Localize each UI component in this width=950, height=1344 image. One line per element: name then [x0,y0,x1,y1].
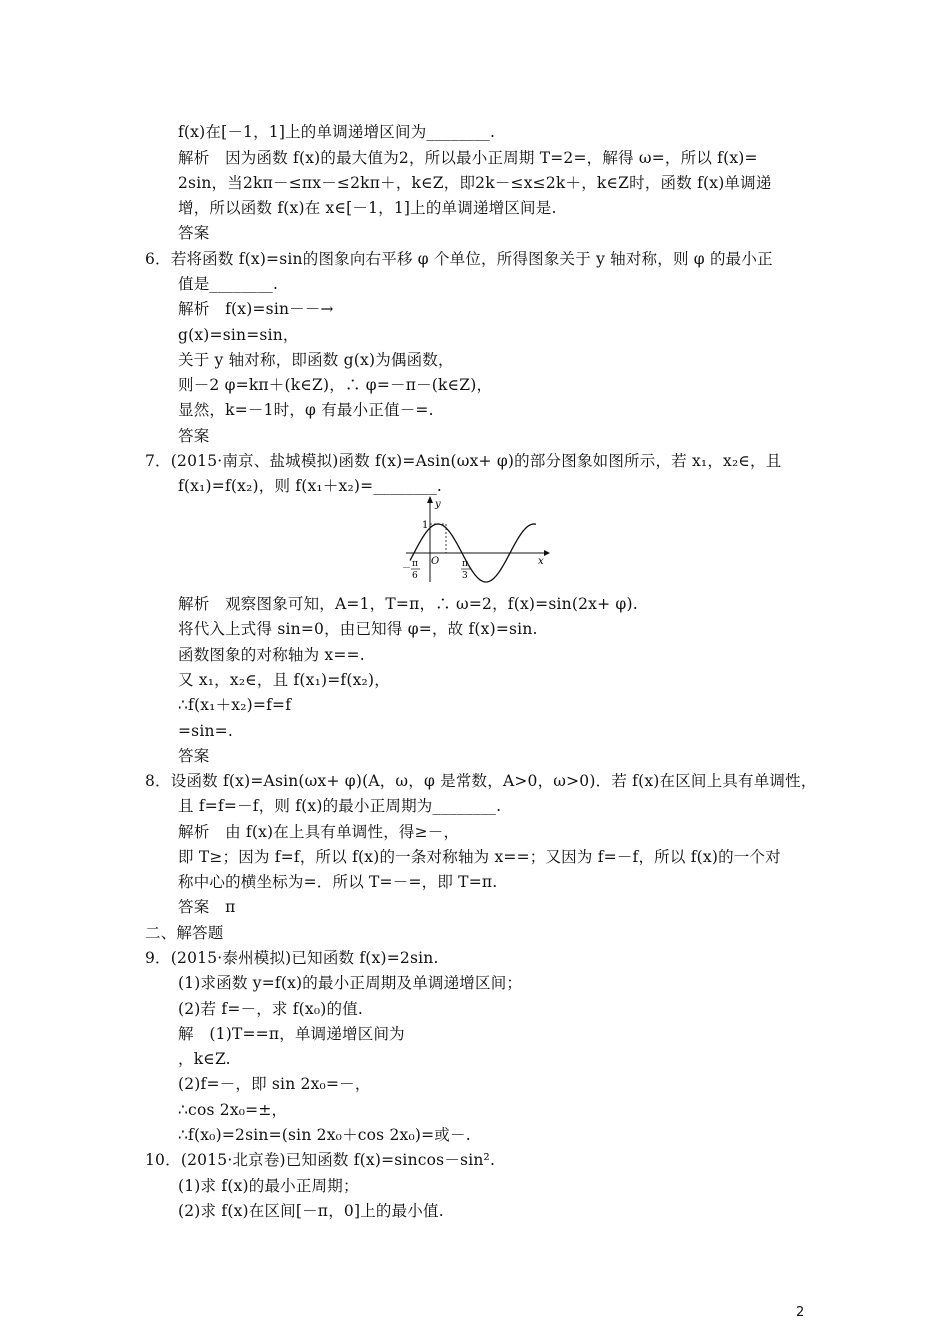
text-line: ，k∈Z. [178,1050,231,1068]
text-line: (2)f=－，即 sin 2x₀=－， [178,1075,371,1093]
text-line: 2sin，当2kπ－≤πx－≤2kπ＋，k∈Z，即2k－≤x≤2k＋，k∈Z时，函数 f(x)单调递 [178,174,772,192]
neg-six-label: 6 [412,571,418,581]
one-label: 1 [422,520,429,531]
text-line: 显然，k=－1时，φ 有最小正值－=. [178,401,434,419]
text-line: g(x)=sin=sin， [178,326,299,344]
text-line: 解析 因为函数 f(x)的最大值为2，所以最小正周期 T=2=，解得 ω=，所以 f(x)= [178,149,758,167]
text-line: 8．设函数 f(x)=Asin(ωx+ φ)(A，ω，φ 是常数，A>0，ω>0)．若 f(x)在区间上具有单调性， [145,772,817,790]
sine-graph-figure [404,496,550,584]
text-line: f(x₁)=f(x₂)，则 f(x₁＋x₂)=________. [178,477,443,495]
text-line: (1)求函数 y=f(x)的最小正周期及单调递增区间； [178,974,523,992]
text-line: 又 x₁，x₂∈，且 f(x₁)=f(x₂)， [178,671,390,689]
text-line: 答案 [178,427,210,445]
text-line: (2)求 f(x)在区间[－π，0]上的最小值. [178,1202,444,1220]
pos-three-label: 3 [462,571,468,581]
text-line: f(x)在[－1，1]上的单调递增区间为________. [178,123,496,141]
x-axis-arrow [544,550,550,556]
text-line: 值是________. [178,275,279,293]
neg-sign-label: － [402,564,412,574]
text-line: 7．(2015·南京、盐城模拟)函数 f(x)=Asin(ωx+ φ)的部分图象如图所示，若 x₁，x₂∈，且 [145,452,782,470]
text-line: =sin=. [178,722,233,740]
text-line: ∴f(x₀)=2sin=(sin 2x₀＋cos 2x₀)=或－. [178,1126,471,1144]
pos-pi-label: π [462,559,468,569]
text-line: 解析 f(x)=sin－－→ [178,300,334,318]
text-line: 6．若将函数 f(x)=sin的图象向右平移 φ 个单位，所得图象关于 y 轴对称，则 φ 的最小正 [145,250,773,268]
text-line: 答案 π [178,898,236,916]
x-axis-label: x [538,556,544,567]
neg-pi-label: π [412,559,418,569]
text-line: 10．(2015·北京卷)已知函数 f(x)=sincos－sin². [145,1151,496,1169]
text-line: 称中心的横坐标为=．所以 T=－=，即 T=π. [178,873,498,891]
y-axis-arrow [427,496,433,503]
text-line: 答案 [178,224,210,242]
text-line: 将代入上式得 sin=0，由已知得 φ=，故 f(x)=sin. [178,620,538,638]
text-line: 解析 观察图象可知，A=1，T=π，∴ ω=2，f(x)=sin(2x+ φ). [178,595,638,613]
text-line: 答案 [178,747,210,765]
y-axis-label: y [435,499,441,510]
text-line: 二、解答题 [145,924,224,942]
origin-label: O [431,556,440,567]
text-line: 则－2 φ=kπ＋(k∈Z)，∴ φ=－π－(k∈Z)， [178,376,493,394]
text-line: ∴f(x₁＋x₂)=f=f [178,696,292,714]
text-line: 9．(2015·泰州模拟)已知函数 f(x)=2sin. [145,949,439,967]
text-line: 即 T≥；因为 f=f，所以 f(x)的一条对称轴为 x==；又因为 f=－f，所以 f(x)的一个对 [178,848,781,866]
text-line: 解 (1)T==π，单调递增区间为 [178,1025,405,1043]
text-line: 函数图象的对称轴为 x==. [178,646,365,664]
text-line: 增，所以函数 f(x)在 x∈[－1，1]上的单调递增区间是. [178,199,557,217]
text-line: 关于 y 轴对称，即函数 g(x)为偶函数， [178,351,454,369]
text-line: 且 f=f=－f，则 f(x)的最小正周期为________. [178,797,502,815]
text-line: 解析 由 f(x)在上具有单调性，得≥－， [178,823,460,841]
text-line: (2)若 f=－，求 f(x₀)的值. [178,1000,364,1018]
text-line: ∴cos 2x₀=±， [178,1101,288,1119]
text-line: (1)求 f(x)的最小正周期； [178,1177,359,1195]
page-number: 2 [796,1305,805,1320]
